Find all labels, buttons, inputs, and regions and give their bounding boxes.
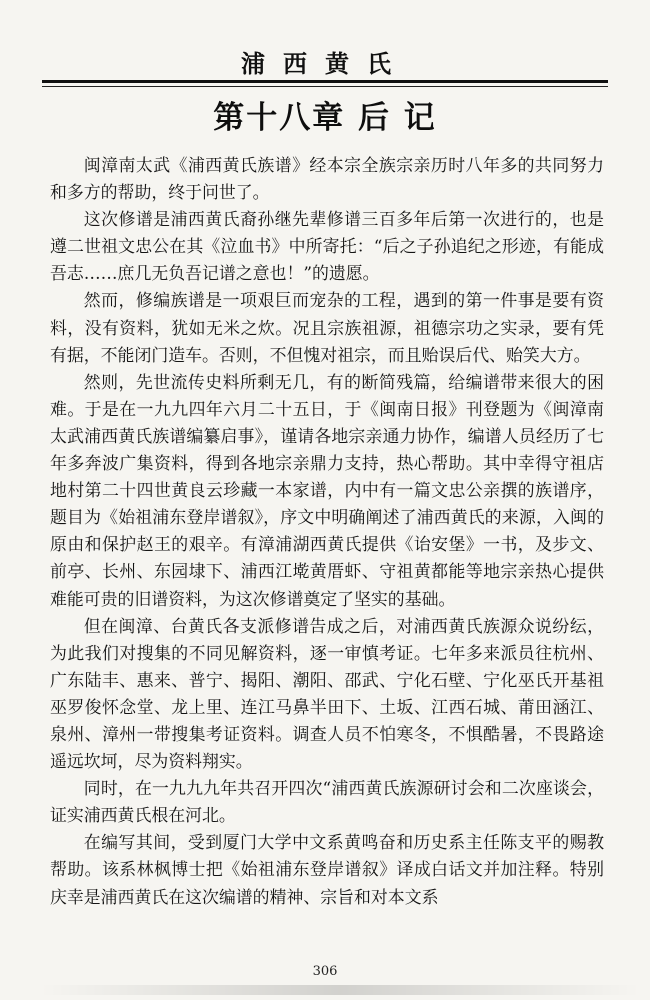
- scan-smudge: [40, 985, 640, 995]
- paragraph-7: 在编写其间，受到厦门大学中文系黄鸣奋和历史系主任陈支平的赐教帮助。该系林枫博士把《始祖浦东登岸谱叙》译成白话文并加注释。特别庆幸是浦西黄氏在这次编谱的精神、宗旨和对本文系: [50, 832, 604, 907]
- header-rule-thick: [42, 80, 608, 83]
- paragraph-5: 但在闽漳、台黄氏各支派修谱告成之后，对浦西黄氏族源众说纷纭，为此我们对搜集的不同见解资料，逐一审慎考证。七年多来派员往杭州、广东陆丰、惠来、普宁、揭阳、潮阳、邵武、宁化石壁、宁化巫氏开基祖 巫罗俊怀念堂、龙上里、连江马鼻半田下、土坂、江西石城、莆田涵江、泉州、漳州一带搜集考证资料。调查人员不怕寒冬，不惧酷暑，不畏路途遥远坎坷，尽为资料翔实。: [50, 615, 604, 772]
- body-text: [50, 152, 604, 911]
- running-header-title: 浦西黄氏: [241, 50, 409, 78]
- paragraph-2: 这次修谱是浦西黄氏裔孙继先辈修谱三百多年后第一次进行的，也是遵二世祖文忠公在其《泣血书》中所寄托：“后之子孙追纪之形迹，有能成吾志……庶几无负吾记谱之意也！”的遗愿。: [50, 209, 604, 284]
- paragraph-6: 同时，在一九九九年共召开四次“浦西黄氏族源研讨会和二次座谈会，证实浦西黄氏根在河北。: [50, 778, 604, 826]
- paragraph-3: 然而，修编族谱是一项艰巨而宠杂的工程，遇到的第一件事是要有资料，没有资料，犹如无米之炊。况且宗族祖源，祖德宗功之实录，要有凭有据，不能闭门造车。否则，不但愧对祖宗，而且贻误后代、贻笑大方。: [50, 290, 604, 365]
- paragraph-4: 然则，先世流传史料所剩无几，有的断简残篇，给编谱带来很大的困难。于是在一九九四年六月二十五日，于《闽南日报》刊登题为《闽漳南太武浦西黄氏族谱编纂启事》，谨请各地宗亲通力协作，编谱人员经历了七年多奔波广集资料，得到各地宗亲鼎力支持，热心帮助。其中幸得守祖店地村第二十四世黄良云珍藏一本家谱，内中有一篇文忠公亲撰的族谱序，题目为《始祖浦东登岸谱叙》，序文中明确阐述了浦西黄氏的来源，入闽的原由和保护赵王的艰辛。有漳浦湖西黄氏提供《诒安堡》一书，及步文、前亭、长州、东园埭下、浦西江墘黄厝虾、守祖黄都能等地宗亲热心提供难能可贵的旧谱资料，为这次修谱奠定了坚实的基础。: [50, 371, 604, 609]
- paragraph-1: 闽漳南太武《浦西黄氏族谱》经本宗全族宗亲历时八年多的共同努力和多方的帮助，终于问世了。: [50, 155, 604, 203]
- page-number: 306: [312, 964, 338, 979]
- chapter-title: 第十八章 后 记: [213, 100, 437, 136]
- header-rule-thin: [42, 86, 608, 87]
